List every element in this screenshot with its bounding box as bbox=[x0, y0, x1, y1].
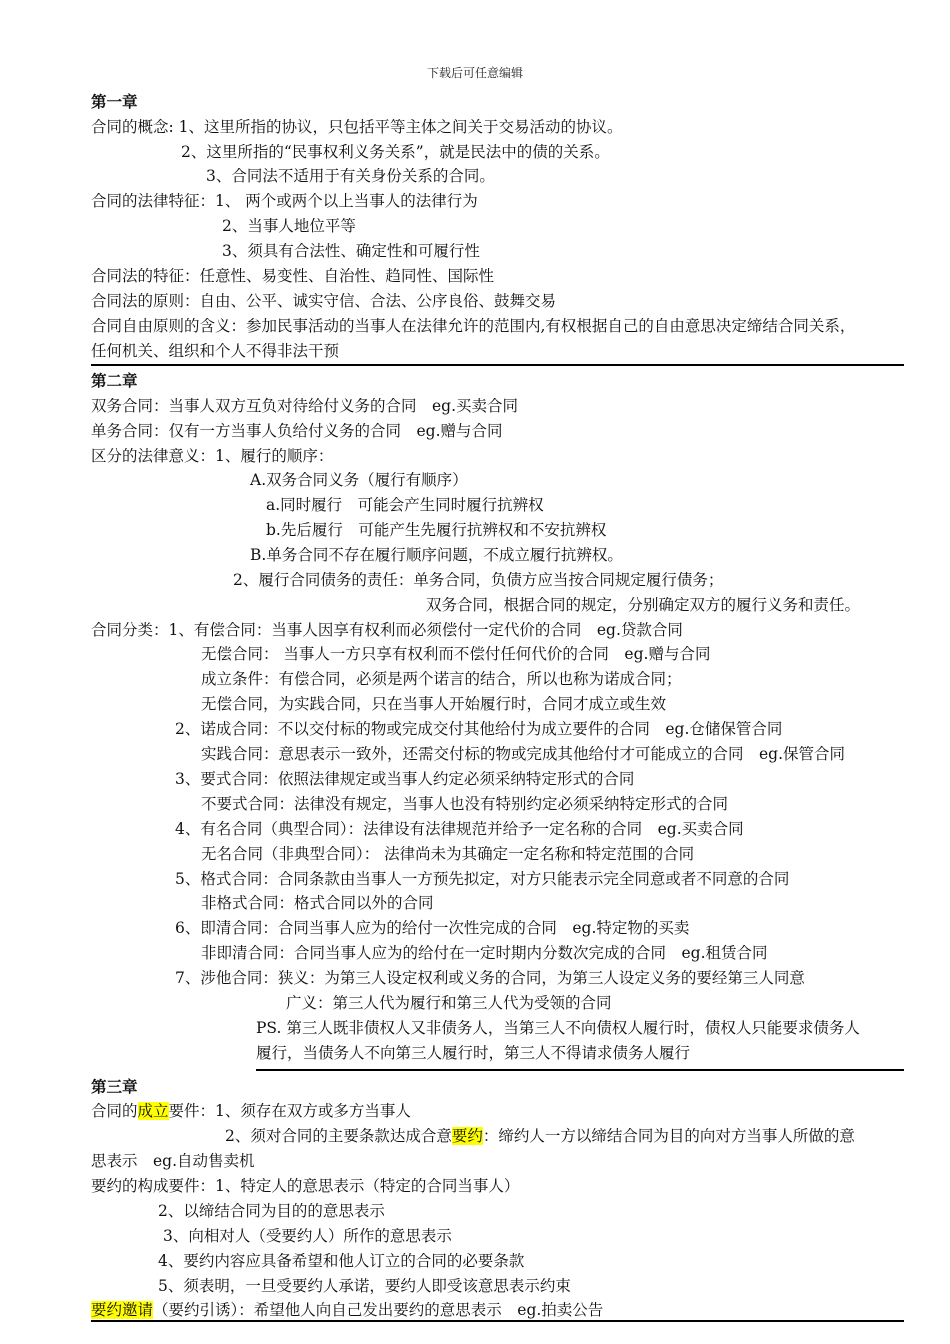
invitation-line bbox=[91, 1300, 603, 1320]
ps-note-line-1: PS. 第三人既非债权人又非债务人，当第三人不向债权人履行时，债权人只能要求债务人 bbox=[256, 1019, 860, 1037]
offer-element-1: 要约的构成要件：1、特定人的意思表示（特定的合同当事人） bbox=[91, 1177, 520, 1195]
formation-suffix: 要件：1、须存在双方或多方当事人 bbox=[168, 1102, 411, 1120]
classification-4: 4、有名合同（典型合同）：法律设有法律规范并给予一定名称的合同 eg.买卖合同 bbox=[175, 820, 744, 838]
legal-item-2: 2、当事人地位平等 bbox=[222, 217, 356, 235]
ps-divider bbox=[256, 1069, 904, 1071]
formation-2-prefix: 2、须对合同的主要条款达成合意 bbox=[225, 1127, 452, 1145]
unilateral-contract: 单务合同：仅有一方当事人负给付义务的合同 eg.赠与合同 bbox=[91, 422, 503, 440]
formation-highlight: 成立 bbox=[137, 1102, 169, 1120]
offer-element-4: 4、要约内容应具备希望和他人订立的合同的必要条款 bbox=[158, 1252, 525, 1270]
concept-label: 合同的概念: bbox=[91, 118, 174, 136]
offer-element-2: 2、以缔结合同为目的的意思表示 bbox=[158, 1202, 385, 1220]
bilateral-contract: 双务合同：当事人双方互负对待给付义务的合同 eg.买卖合同 bbox=[91, 397, 519, 415]
classification-1d: 无偿合同，为实践合同，只在当事人开始履行时，合同才成立或生效 bbox=[201, 695, 667, 713]
offer-highlight: 要约 bbox=[451, 1127, 483, 1145]
offer-element-3: 3、向相对人（受要约人）所作的意思表示 bbox=[163, 1227, 452, 1245]
bottom-divider bbox=[91, 1320, 904, 1322]
classification-1c: 成立条件：有偿合同，必须是两个诺言的结合，所以也称为诺成合同； bbox=[201, 670, 682, 688]
classification-2b: 实践合同：意思表示一致外，还需交付标的物或完成其他给付才可能成立的合同 eg.保管合同 bbox=[201, 745, 846, 763]
legal-line-1 bbox=[91, 191, 478, 211]
concept-item-1: 1、这里所指的协议，只包括平等主体之间关于交易活动的协议。 bbox=[178, 118, 623, 136]
page-header: 下载后可任意编辑 bbox=[426, 66, 523, 80]
law-features: 合同法的特征：任意性、易变性、自治性、趋同性、国际性 bbox=[91, 267, 495, 285]
classification-1b: 无偿合同： 当事人一方只享有权利而不偿付任何代价的合同 eg.赠与合同 bbox=[201, 645, 711, 663]
section-divider bbox=[91, 364, 904, 366]
formation-line-2-cont: 思表示 eg.自动售卖机 bbox=[91, 1152, 255, 1170]
distinction-heading: 区分的法律意义：1、履行的顺序： bbox=[91, 447, 334, 465]
distinction-a-a: a.同时履行 可能会产生同时履行抗辨权 bbox=[266, 496, 544, 514]
ps-note-line-2: 履行，当债务人不向第三人履行时，第三人不得请求债务人履行 bbox=[256, 1044, 691, 1062]
formation-line-2 bbox=[225, 1126, 855, 1146]
legal-item-3: 3、须具有合法性、确定性和可履行性 bbox=[222, 242, 480, 260]
classification-3b: 不要式合同：法律没有规定，当事人也没有特别约定必须采纳特定形式的合同 bbox=[201, 795, 729, 813]
classification-6: 6、即清合同：合同当事人应为的给付一次性完成的合同 eg.特定物的买卖 bbox=[175, 919, 690, 937]
concept-item-2: 2、这里所指的“民事权利义务关系”，就是民法中的债的关系。 bbox=[181, 143, 610, 161]
formation-2-suffix: ：缔约人一方以缔结合同为目的向对方当事人所做的意 bbox=[482, 1127, 855, 1145]
classification-2: 2、诺成合同：不以交付标的物或完成交付其他给付为成立要件的合同 eg.仓储保管合同 bbox=[175, 720, 783, 738]
concept-line-1 bbox=[91, 117, 623, 137]
classification-5b: 非格式合同：格式合同以外的合同 bbox=[201, 894, 434, 912]
chapter-3-title: 第三章 bbox=[91, 1077, 138, 1096]
freedom-line-1: 合同自由原则的含义：参加民事活动的当事人在法律允许的范围内,有权根据自己的自由意思决定缔结合同关系， bbox=[91, 317, 856, 335]
invitation-text: （要约引诱）：希望他人向自己发出要约的意思表示 eg.拍卖公告 bbox=[153, 1301, 604, 1319]
offer-element-5: 5、须表明，一旦受要约人承诺，要约人即受该意思表示约束 bbox=[158, 1277, 571, 1295]
concept-item-3: 3、合同法不适用于有关身份关系的合同。 bbox=[206, 167, 495, 185]
distinction-b: B.单务合同不存在履行顺序问题，不成立履行抗辨权。 bbox=[250, 546, 623, 564]
classification-6b: 非即清合同：合同当事人应为的给付在一定时期内分数次完成的合同 eg.租赁合同 bbox=[201, 944, 768, 962]
classification-1: 合同分类：1、有偿合同：当事人因享有权利而必须偿付一定代价的合同 eg.贷款合同 bbox=[91, 621, 683, 639]
chapter-1-title: 第一章 bbox=[91, 92, 138, 111]
classification-5: 5、格式合同：合同条款由当事人一方预先拟定，对方只能表示完全同意或者不同意的合同 bbox=[175, 870, 790, 888]
distinction-a: A.双务合同义务（履行有顺序） bbox=[250, 471, 468, 489]
formation-line-1 bbox=[91, 1101, 411, 1121]
distinction-a-b: b.先后履行 可能产生先履行抗辨权和不安抗辨权 bbox=[266, 521, 607, 539]
freedom-line-2: 任何机关、组织和个人不得非法干预 bbox=[91, 342, 340, 360]
classification-7: 7、涉他合同：狭义：为第三人设定权利或义务的合同，为第三人设定义务的要经第三人同意 bbox=[175, 969, 805, 987]
law-principles: 合同法的原则：自由、公平、诚实守信、合法、公序良俗、鼓舞交易 bbox=[91, 292, 557, 310]
legal-item-1: 1、 两个或两个以上当事人的法律行为 bbox=[215, 192, 478, 210]
classification-4b: 无名合同（非典型合同）： 法律尚未为其确定一定名称和特定范围的合同 bbox=[201, 845, 695, 863]
chapter-2-title: 第二章 bbox=[91, 371, 138, 390]
classification-3: 3、要式合同：依照法律规定或当事人约定必须采纳特定形式的合同 bbox=[175, 770, 635, 788]
formation-prefix: 合同的 bbox=[91, 1102, 138, 1120]
classification-7b: 广义：第三人代为履行和第三人代为受领的合同 bbox=[286, 994, 612, 1012]
legal-label: 合同的法律特征： bbox=[91, 192, 216, 210]
distinction-2b: 双务合同，根据合同的规定，分别确定双方的履行义务和责任。 bbox=[426, 596, 861, 614]
invitation-highlight: 要约邀请 bbox=[91, 1301, 154, 1319]
distinction-2: 2、履行合同债务的责任：单务合同，负债方应当按合同规定履行债务； bbox=[233, 571, 724, 589]
